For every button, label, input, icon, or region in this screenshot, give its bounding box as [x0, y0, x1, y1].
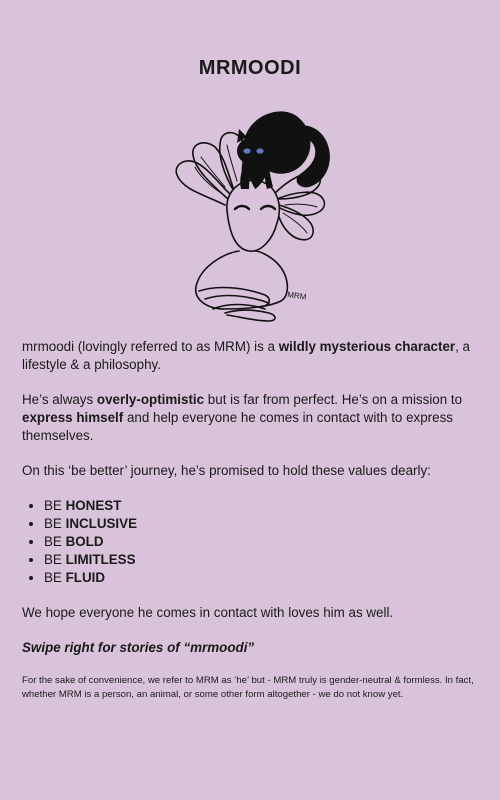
value-item: • BE INCLUSIVE	[44, 515, 482, 533]
signature: MRM	[286, 290, 307, 302]
swipe-prompt: Swipe right for stories of “mrmoodi”	[22, 640, 255, 655]
arms	[199, 288, 275, 321]
footnote: For the sake of convenience, we refer to MRM as ‘he’ but - MRM truly is gender-neutral & formless. In fact, whether MRM is a person, an animal, or some other form altogether - we do not know yet.	[22, 675, 474, 700]
value-item: • BE HONEST	[44, 497, 482, 515]
mission-paragraph: He’s always overly-optimistic but is far from perfect. He’s on a mission to express himself and help everyone he comes in contact with to express themselves.	[22, 392, 463, 443]
cat-left-eye	[243, 148, 250, 153]
value-item: • BE LIMITLESS	[44, 551, 482, 569]
cat-head	[237, 137, 269, 165]
intro-paragraph: mrmoodi (lovingly referred to as MRM) is a wildly mysterious character, a lifestyle & a philosophy.	[22, 339, 470, 372]
intro-bold: wildly mysterious character	[278, 339, 456, 354]
black-cat	[237, 111, 330, 189]
head	[227, 180, 279, 251]
values-list	[22, 497, 482, 587]
torso	[196, 251, 288, 309]
value-item: • BE BOLD	[44, 533, 482, 551]
value-item: • BE FLUID	[44, 569, 482, 587]
values-intro: On this ‘be better’ journey, he’s promised to hold these values dearly:	[22, 463, 431, 478]
page-title: MRMOODI	[198, 57, 302, 79]
cat-right-eye	[256, 148, 263, 153]
hope-paragraph: We hope everyone he comes in contact with loves him as well.	[22, 605, 394, 620]
mrmoodi-illustration	[165, 95, 340, 325]
description	[22, 338, 482, 719]
